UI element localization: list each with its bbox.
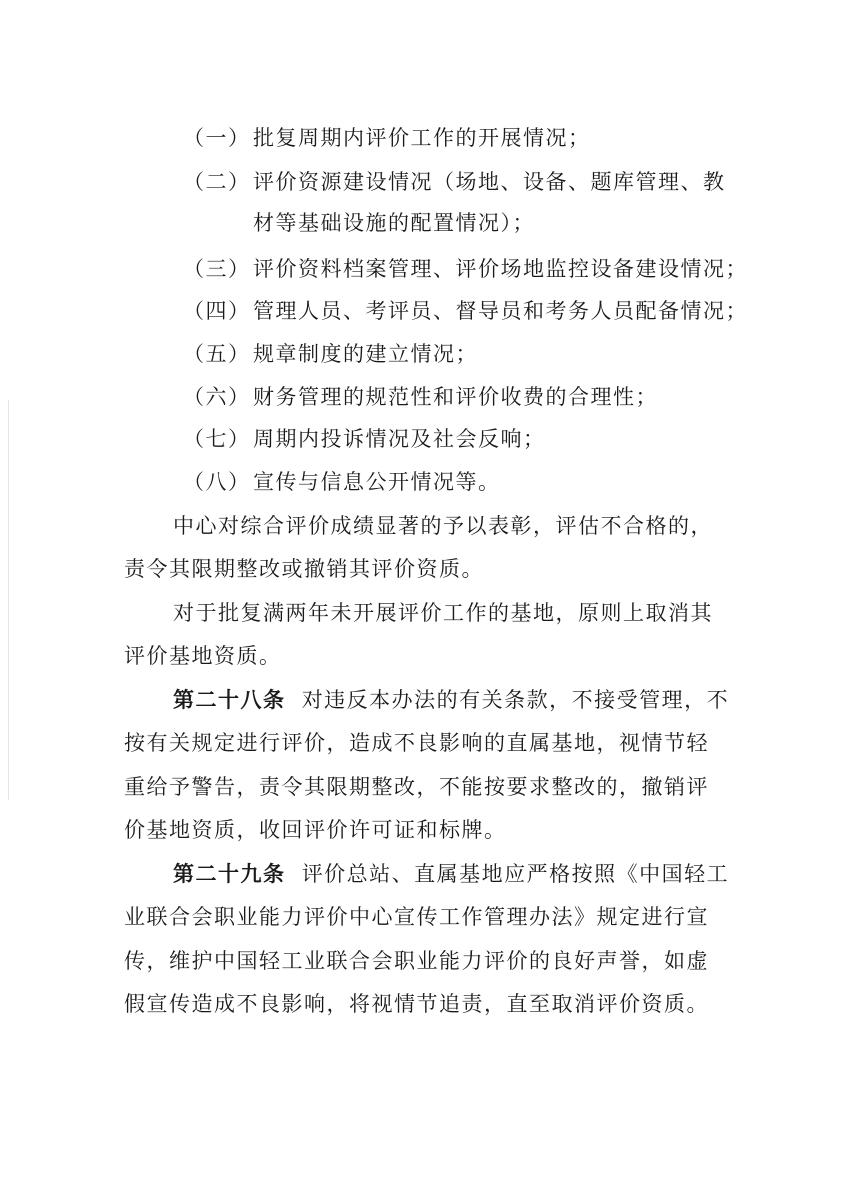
article-text: 对违反本办法的有关条款，不接受管理，不 (301, 688, 730, 712)
paragraph-line: 假宣传造成不良影响，将视情节追责，直至取消评价资质。 (124, 992, 709, 1016)
scan-artifact-line (8, 400, 9, 800)
list-item-text: 评价资源建设情况（场地、设备、题库管理、教 (253, 170, 726, 194)
list-item-number: （八） (183, 470, 251, 494)
list-item-text: 规章制度的建立情况； (253, 342, 478, 366)
paragraph-line: 重给予警告，责令其限期整改，不能按要求整改的，撤销评 (124, 775, 709, 799)
article-heading: 第二十八条 (173, 687, 286, 712)
paragraph-line: 评价基地资质。 (124, 644, 282, 668)
list-item-number: （三） (183, 257, 251, 281)
article-29-first-line (173, 860, 729, 888)
paragraph-line: 传，维护中国轻工业联合会职业能力评价的良好声誉，如虚 (124, 949, 709, 973)
paragraph-line: 责令其限期整改或撤销其评价资质。 (124, 557, 484, 581)
list-item-number: （一） (183, 126, 251, 150)
list-item-2-continuation: 材等基础设施的配置情况）； (253, 211, 535, 235)
paragraph-line: 业联合会职业能力评价中心宣传工作管理办法》规定进行宣 (124, 905, 709, 929)
paragraph-line: 中心对综合评价成绩显著的予以表彰，评估不合格的， (173, 514, 713, 538)
list-item-number: （七） (183, 427, 251, 451)
list-item-text: 管理人员、考评员、督导员和考务人员配备情况； (253, 299, 748, 323)
article-text: 评价总站、直属基地应严格按照《中国轻工 (301, 862, 730, 886)
list-item-number: （五） (183, 342, 251, 366)
list-item-number: （六） (183, 385, 251, 409)
list-item-number: （四） (183, 299, 251, 323)
list-item-text: 宣传与信息公开情况等。 (253, 470, 501, 494)
list-item-text: 周期内投诉情况及社会反响； (253, 427, 546, 451)
article-heading: 第二十九条 (173, 861, 286, 886)
list-item-text: 评价资料档案管理、评价场地监控设备建设情况； (253, 257, 748, 281)
paragraph-line: 价基地资质，收回评价许可证和标牌。 (124, 818, 507, 842)
list-item-number: （二） (183, 170, 251, 194)
paragraph-line: 对于批复满两年未开展评价工作的基地，原则上取消其 (173, 601, 713, 625)
list-item-text: 批复周期内评价工作的开展情况； (253, 126, 591, 150)
paragraph-line: 按有关规定进行评价，造成不良影响的直属基地，视情节轻 (124, 731, 709, 755)
list-item-text: 财务管理的规范性和评价收费的合理性； (253, 385, 658, 409)
article-28-first-line (173, 686, 729, 714)
